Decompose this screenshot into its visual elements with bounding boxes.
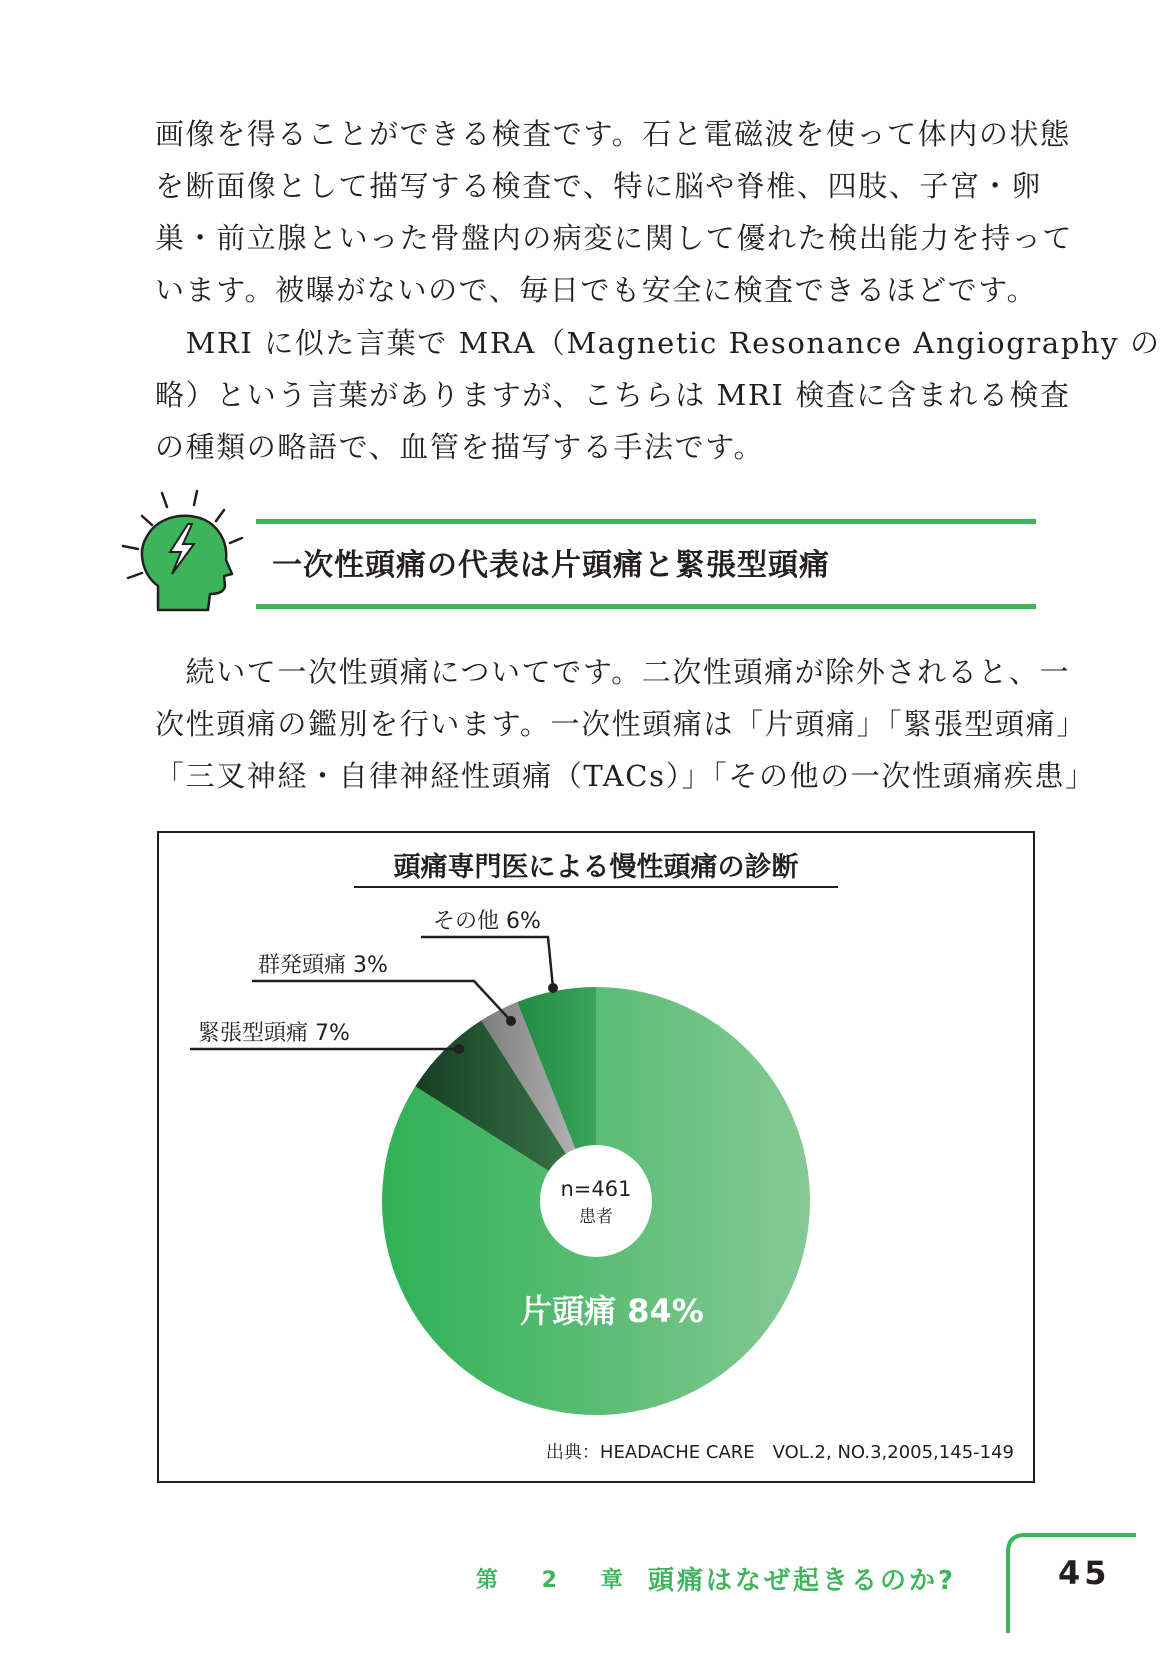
- chart-source: 出典：HEADACHE CARE VOL.2, NO.3,2005,145-149: [545, 1442, 1014, 1463]
- paragraph-3-line-3: 「三叉神経・自律神経性頭痛（TACs）」「その他の一次性頭痛疾患」: [155, 759, 1096, 793]
- center-hole: [540, 1145, 652, 1257]
- center-label: n=461: [560, 1177, 632, 1201]
- label-other: その他 6%: [433, 909, 541, 934]
- center-sublabel: 患者: [579, 1207, 613, 1227]
- paragraph-1-line-1: 画像を得ることができる検査です。石と電磁波を使って体内の状態: [155, 117, 1071, 151]
- label-tension: 緊張型頭痛 7%: [198, 1021, 350, 1046]
- leader-dot-tension: [454, 1044, 464, 1054]
- chart-title: 頭痛専門医による慢性頭痛の診断: [393, 852, 799, 883]
- paragraph-2-line-2: 略）という言葉がありますが、こちらは MRI 検査に含まれる検査: [155, 378, 1071, 412]
- leader-dot-other: [548, 983, 558, 993]
- label-cluster: 群発頭痛 3%: [258, 953, 388, 978]
- paragraph-2-line-3: の種類の略語で、血管を描写する手法です。: [155, 430, 765, 464]
- footer-chapter-title: 頭痛はなぜ起きるのか?: [648, 1566, 957, 1596]
- page-number: 45: [1058, 1554, 1111, 1592]
- leader-cluster: [252, 981, 511, 1021]
- paragraph-1-line-2: を断面像として描写する検査で、特に脳や脊椎、四肢、子宮・卵: [155, 169, 1042, 203]
- leader-dot-cluster: [506, 1016, 516, 1026]
- paragraph-3-line-1: 続いて一次性頭痛についてです。二次性頭痛が除外されると、一: [155, 655, 1071, 689]
- section-heading-text: 一次性頭痛の代表は片頭痛と緊張型頭痛: [272, 548, 830, 583]
- paragraph-3-line-2: 次性頭痛の鑑別を行います。一次性頭痛は「片頭痛」「緊張型頭痛」: [155, 707, 1087, 741]
- paragraph-1-line-4: います。被曝がないので、毎日でも安全に検査できるほどです。: [155, 273, 1038, 307]
- label-migraine: 片頭痛 84%: [520, 1292, 704, 1330]
- paragraph-1-line-3: 巣・前立腺といった骨盤内の病変に関して優れた検出能力を持って: [155, 221, 1074, 255]
- paragraph-2-line-1: MRI に似た言葉で MRA（Magnetic Resonance Angiography の: [155, 326, 1161, 360]
- footer-chapter: 第 2 章: [476, 1568, 641, 1593]
